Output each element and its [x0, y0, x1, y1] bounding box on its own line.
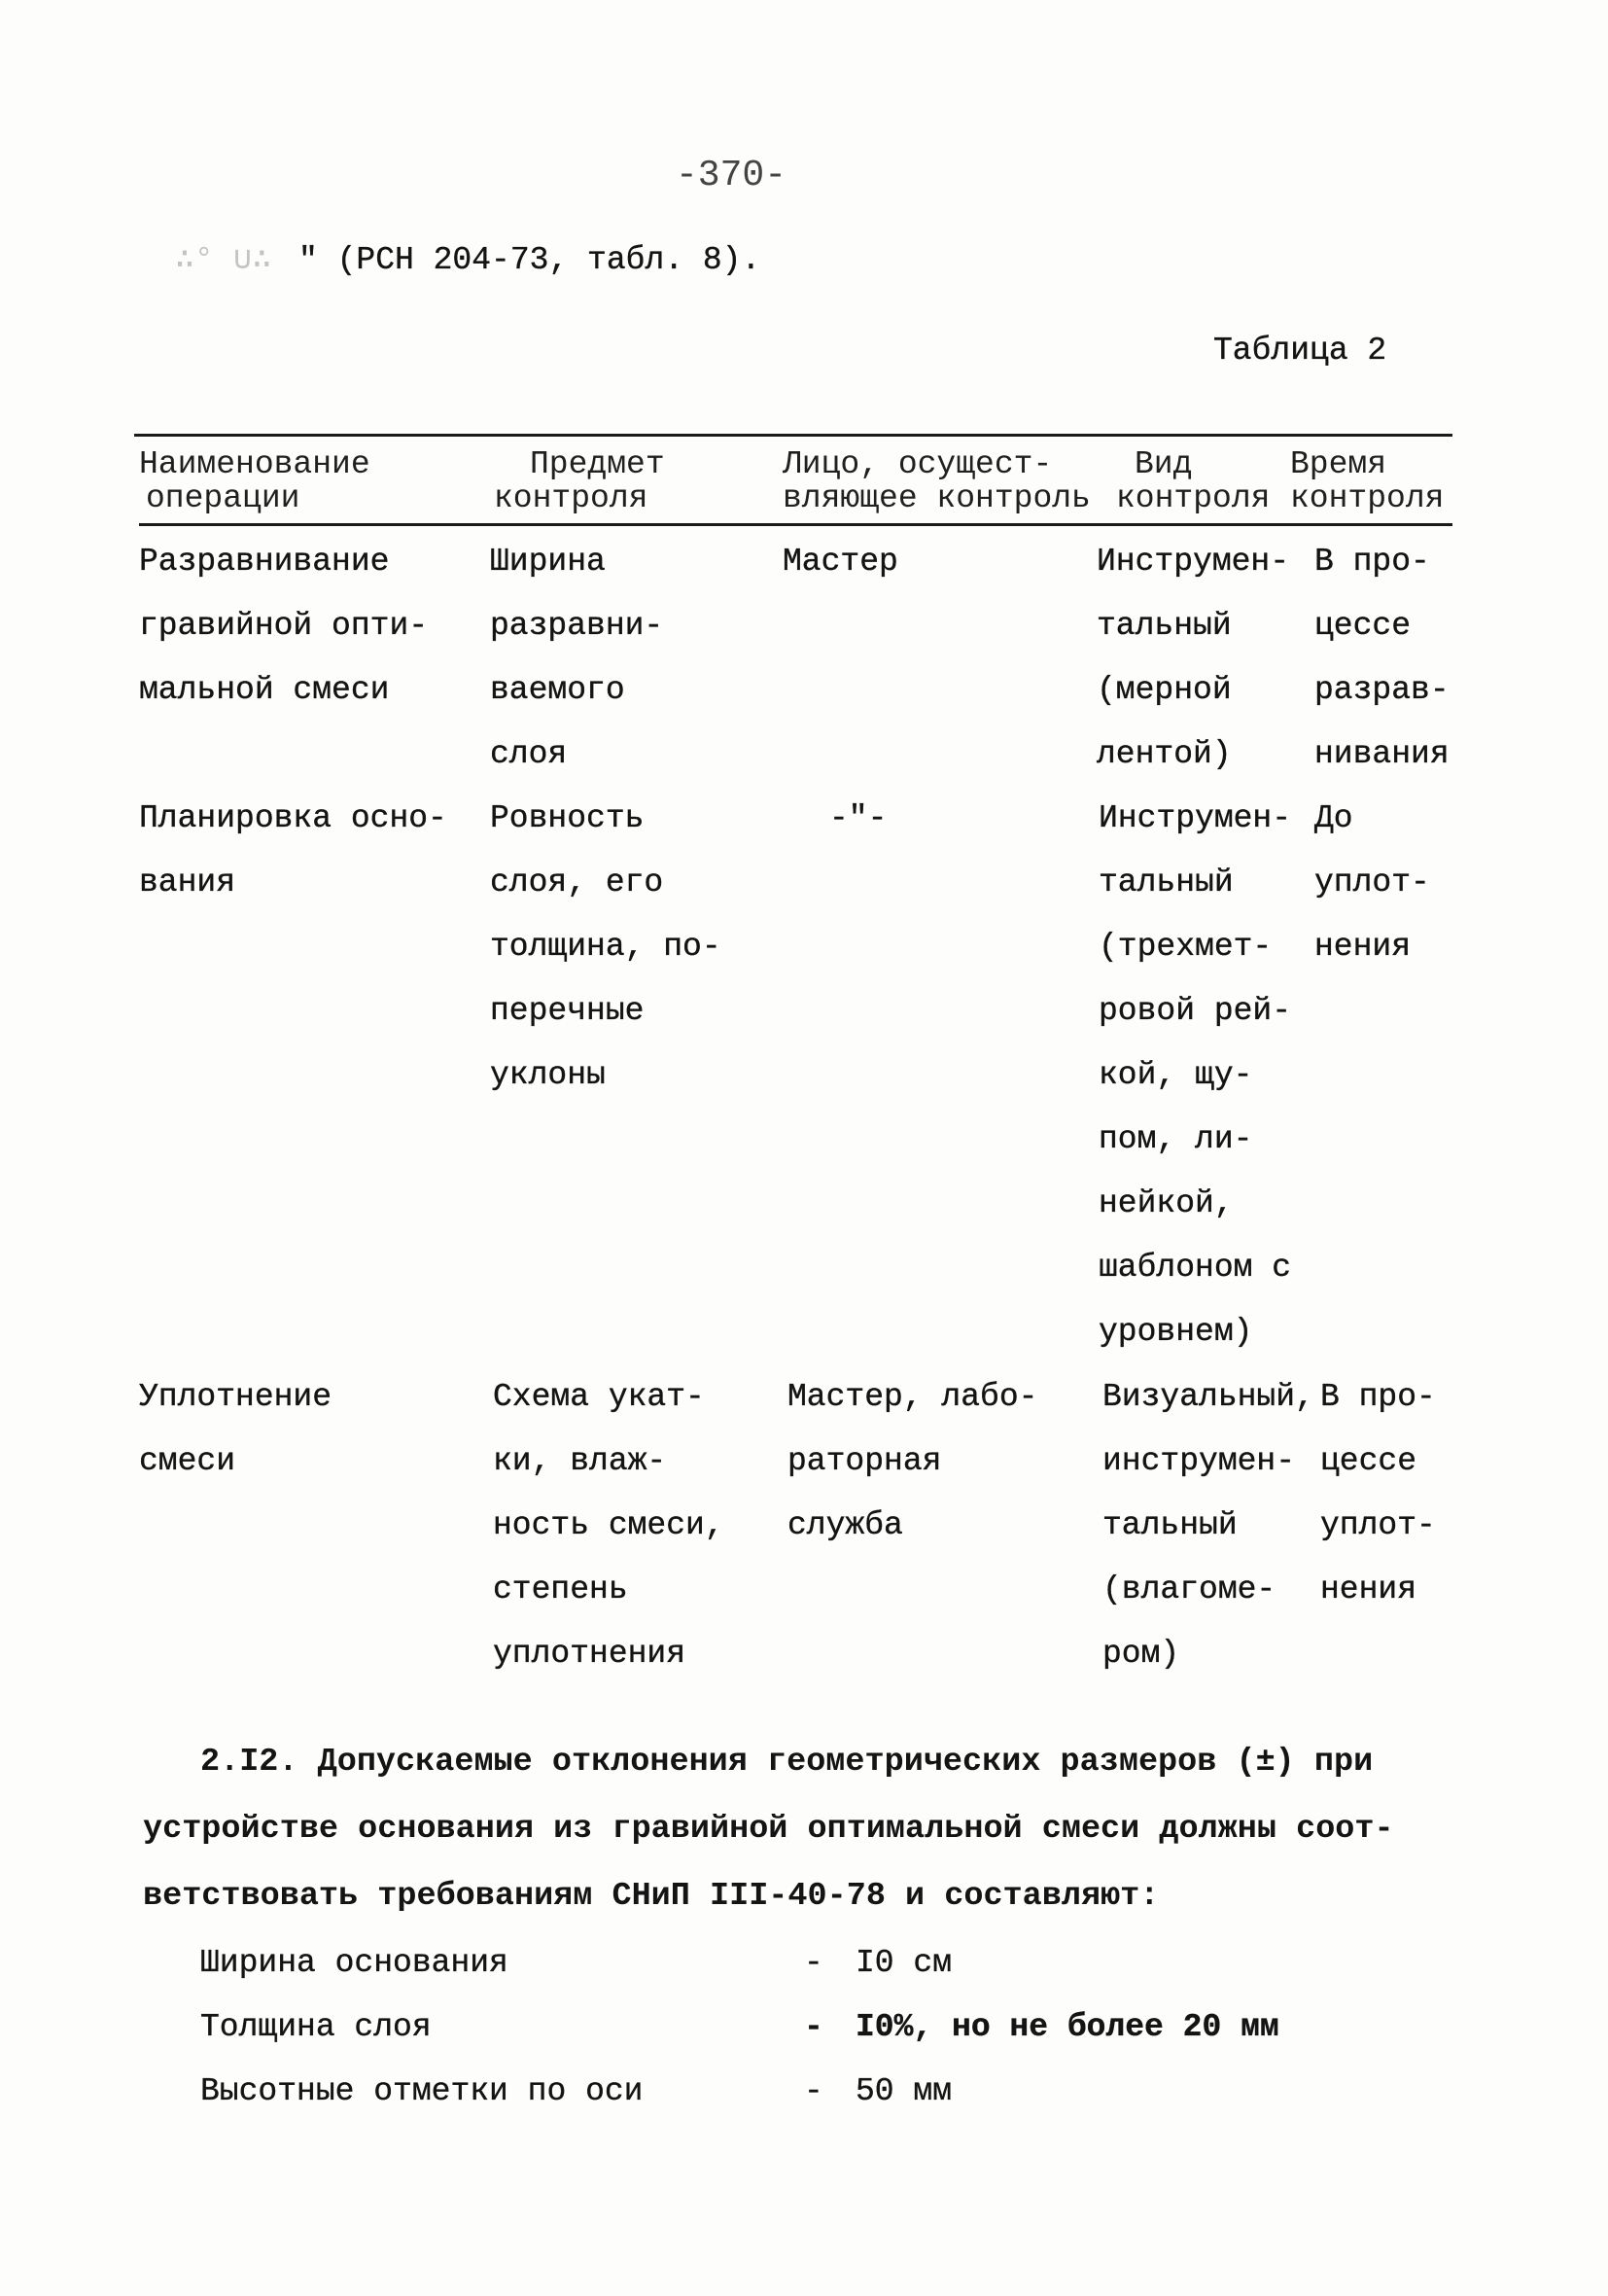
cell-line: цессе [1320, 1443, 1417, 1479]
cell-subject [490, 530, 663, 787]
cell-line: нения [1314, 929, 1412, 965]
cell-control-type [1099, 787, 1291, 1364]
header-line: контроля [1116, 480, 1271, 516]
cell-line: (влагоме- [1102, 1572, 1276, 1607]
paragraph-line: 2.I2. Допускаемые отклонения геометрических размеров (±) при [200, 1744, 1374, 1781]
header-operation [139, 447, 370, 515]
header-line: Вид [1135, 446, 1193, 482]
cell-line: тальный [1102, 1507, 1238, 1543]
page-number: -370- [675, 155, 787, 196]
reference-text: " (РСН 204-73, табл. 8). [298, 242, 761, 278]
cell-operation [139, 787, 447, 915]
cell-line: нивания [1314, 736, 1450, 772]
cell-operation [139, 1365, 332, 1494]
cell-control-type [1102, 1365, 1314, 1686]
cell-line: ность смеси, [493, 1507, 724, 1543]
cell-line: вания [139, 865, 236, 901]
cell-line: кой, щу- [1099, 1057, 1253, 1093]
header-subject [494, 447, 665, 515]
header-line: Время [1290, 446, 1387, 482]
cell-control-time [1314, 787, 1430, 979]
header-control-type [1116, 447, 1270, 515]
cell-line: разравни- [490, 608, 664, 644]
tolerance-label: Ширина основания [200, 1945, 508, 1981]
cell-line: мальной смеси [139, 672, 390, 708]
cell-person [783, 530, 898, 594]
cell-line: цессе [1314, 608, 1412, 644]
paragraph-line: устройстве основания из гравийной оптимальной смеси должны соот- [143, 1811, 1394, 1848]
paragraph-line: ветствовать требованиям СНиП III-40-78 и составляют: [143, 1878, 1160, 1915]
cell-line: уплотнения [493, 1636, 686, 1672]
cell-line: Визуальный, [1102, 1379, 1314, 1415]
cell-line: (мерной [1097, 672, 1232, 708]
cell-line: раторная [787, 1443, 942, 1479]
cell-line: (трехмет- [1099, 929, 1273, 965]
cell-line: уплот- [1314, 865, 1430, 901]
cell-line: Ровность [490, 800, 645, 836]
cell-line: Мастер, лабо- [787, 1379, 1038, 1415]
header-line: контроля [1290, 480, 1445, 516]
cell-line: лентой) [1097, 736, 1232, 772]
cell-line: гравийной опти- [139, 608, 429, 644]
cell-subject [490, 787, 721, 1108]
cell-subject [493, 1365, 724, 1686]
cell-line: перечные [490, 993, 645, 1029]
cell-line: шаблоном с [1099, 1250, 1292, 1286]
reference-fragment: ∴° ∪∴ [175, 242, 272, 278]
tolerance-dash: - [804, 2073, 823, 2109]
cell-line: тальный [1099, 865, 1234, 901]
cell-operation [139, 530, 428, 723]
header-line: вляющее контроль [783, 480, 1091, 516]
cell-line: смеси [139, 1443, 236, 1479]
cell-line: степень [493, 1572, 628, 1607]
header-person [783, 447, 1091, 515]
cell-line: Уплотнение [139, 1379, 332, 1415]
cell-line: ром) [1102, 1636, 1180, 1672]
cell-line: уровнем) [1099, 1314, 1253, 1350]
cell-line: слоя [490, 736, 568, 772]
cell-person [787, 1365, 1037, 1558]
header-line: Предмет [530, 446, 665, 482]
tolerance-label: Высотные отметки по оси [200, 2073, 644, 2109]
cell-line: В про- [1320, 1379, 1436, 1415]
tolerance-value: I0%, но не более 20 мм [856, 2009, 1279, 2045]
cell-line: Мастер [783, 544, 898, 580]
cell-line: уклоны [490, 1057, 606, 1093]
cell-line: ровой рей- [1099, 993, 1292, 1029]
table-header-rule [139, 523, 1452, 526]
cell-line: Ширина [490, 544, 606, 580]
tolerance-dash: - [804, 1945, 823, 1981]
cell-line: служба [787, 1507, 903, 1543]
cell-line: уплот- [1320, 1507, 1436, 1543]
header-line: Наименование [139, 446, 370, 482]
cell-line: До [1314, 800, 1353, 836]
cell-line: ваемого [490, 672, 625, 708]
paragraph-2-12 [143, 1729, 1394, 1930]
cell-control-time [1320, 1365, 1436, 1622]
table-caption: Таблица 2 [1213, 333, 1387, 369]
header-line: Лицо, осущест- [783, 446, 1053, 482]
cell-line: нейкой, [1099, 1185, 1234, 1221]
cell-line: Схема укат- [493, 1379, 705, 1415]
cell-line: тальный [1097, 608, 1232, 644]
header-control-time [1290, 447, 1444, 515]
ditto-mark: -"- [829, 800, 888, 836]
cell-line: В про- [1314, 544, 1430, 580]
header-line: контроля [494, 480, 648, 516]
cell-control-time [1314, 530, 1450, 787]
cell-line: толщина, по- [490, 929, 721, 965]
cell-control-type [1097, 530, 1289, 787]
cell-line: инструмен- [1102, 1443, 1296, 1479]
tolerance-value: I0 см [856, 1945, 953, 1981]
cell-person-ditto [829, 787, 887, 851]
cell-line: Разравнивание [139, 544, 390, 580]
cell-line: разрав- [1314, 672, 1450, 708]
tolerance-dash: - [804, 2009, 823, 2045]
table-top-rule [134, 434, 1452, 437]
tolerance-value: 50 мм [856, 2073, 953, 2109]
cell-line: Инструмен- [1097, 544, 1290, 580]
cell-line: Планировка осно- [139, 800, 447, 836]
tolerance-label: Толщина слоя [200, 2009, 432, 2045]
cell-line: Инструмен- [1099, 800, 1292, 836]
cell-line: нения [1320, 1572, 1417, 1607]
cell-line: слоя, его [490, 865, 664, 901]
header-line: операции [146, 480, 300, 516]
cell-line: ки, влаж- [493, 1443, 667, 1479]
cell-line: пом, ли- [1099, 1121, 1253, 1157]
